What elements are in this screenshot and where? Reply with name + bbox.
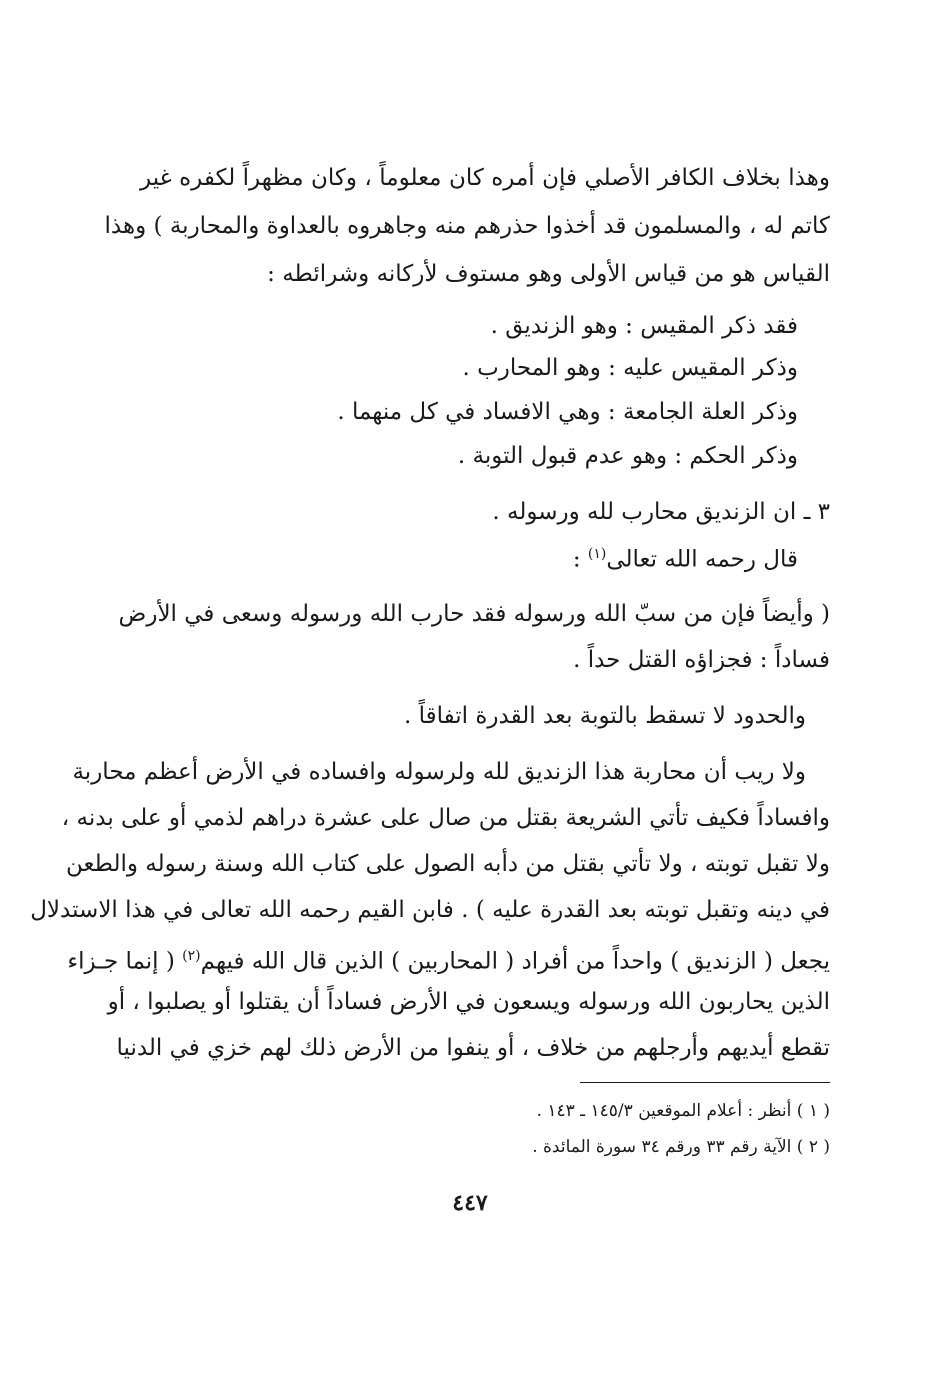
footnote-separator: [580, 1082, 830, 1083]
point-3-heading: ٣ ـ ان الزنديق محارب لله ورسوله .: [492, 499, 830, 525]
quote-intro: [300, 538, 798, 576]
list-item-1: فقد ذكر المقيس : وهو الزنديق .: [490, 313, 798, 339]
paragraph-1-line-1: وهذا بخلاف الكافر الأصلي فإن أمره كان معلوماً ، وكان مظهراً لكفره غير: [140, 165, 830, 191]
paragraph-4-line-4: في دينه وتقبل توبته بعد القدرة عليه ) . فابن القيم رحمه الله تعالى في هذا الاستدلال: [30, 897, 830, 923]
paragraph-4-line-3: ولا تقبل توبته ، ولا تأتي بقتل من دأبه الصول على كتاب الله وسنة رسوله والطعن: [65, 851, 830, 877]
page-number: ٤٤٧: [452, 1190, 488, 1216]
paragraph-1-line-2: كاتم له ، والمسلمون قد أخذوا حذرهم منه وجاهروه بالعداوة والمحاربة ) وهذا: [104, 213, 830, 239]
quote-intro-text: قال رحمه الله تعالى: [606, 546, 798, 573]
paragraph-4-line-5: [67, 940, 830, 978]
paragraph-4-line-7: تقطع أيديهم وأرجلهم من خلاف ، أو ينفوا من الأرض ذلك لهم خزي في الدنيا: [116, 1035, 830, 1061]
footnote-1: ( ١ ) أنظر : أعلام الموقعين ١٤٥/٣ ـ ١٤٣ .: [536, 1101, 830, 1121]
list-item-3: وذكر العلة الجامعة : وهي الافساد في كل منهما .: [337, 399, 798, 425]
paragraph-4-line-2: وافساداً فكيف تأتي الشريعة بقتل من صال على عشرة دراهم لذمي أو على بدنه ،: [61, 805, 830, 831]
footnote-ref-2: (٢): [182, 948, 201, 964]
paragraph-2-line-2: فساداً : فجزاؤه القتل حداً .: [573, 647, 830, 673]
paragraph-4-line-1: ولا ريب أن محاربة هذا الزنديق لله ولرسوله وافساده في الأرض أعظم محاربة: [72, 759, 806, 785]
quote-intro-colon: :: [572, 546, 588, 573]
paragraph-4-line-5-a: يجعل ( الزنديق ) واحداً من أفراد ( المحاربين ) الذين قال الله فيهم: [200, 948, 830, 975]
paragraph-1-line-3: القياس هو من قياس الأولى وهو مستوف لأركانه وشرائطه :: [267, 261, 830, 287]
list-item-4: وذكر الحكم : وهو عدم قبول التوبة .: [457, 443, 798, 469]
footnote-ref-1: (١): [587, 546, 607, 562]
paragraph-2-line-1: ( وأيضاً فإن من سبّ الله ورسوله فقد حارب الله ورسوله وسعى في الأرض: [118, 601, 830, 627]
list-item-2: وذكر المقيس عليه : وهو المحارب .: [462, 355, 798, 381]
paragraph-3: والحدود لا تسقط بالتوبة بعد القدرة اتفاقاً .: [403, 703, 806, 729]
footnote-2: ( ٢ ) الآية رقم ٣٣ ورقم ٣٤ سورة المائدة .: [532, 1137, 830, 1157]
paragraph-4-line-5-b: ( إنما جـزاء: [67, 948, 183, 975]
paragraph-4-line-6: الذين يحاربون الله ورسوله ويسعون في الأرض فساداً أن يقتلوا أو يصلبوا ، أو: [107, 989, 830, 1015]
